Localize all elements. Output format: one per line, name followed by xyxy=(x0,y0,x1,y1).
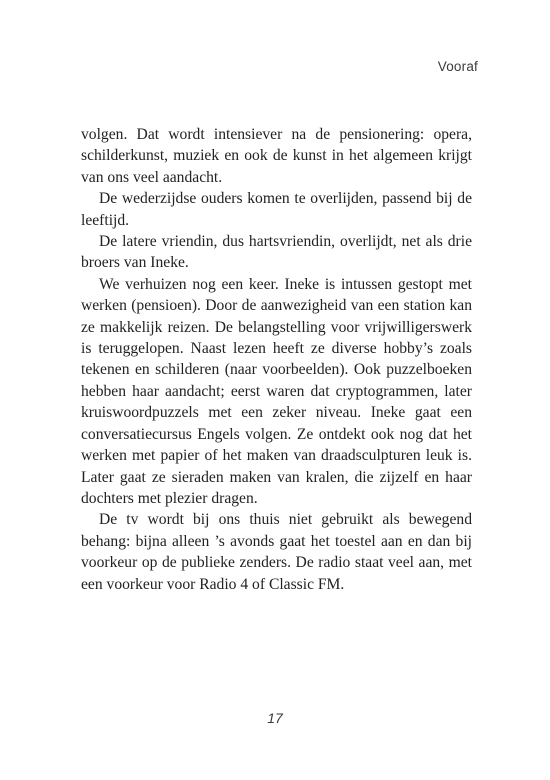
paragraph-3: De latere vriendin, dus hartsvriendin, overlijdt, net als drie broers van Ineke. xyxy=(81,233,472,272)
paragraph-2: De wederzijdse ouders komen te overlijden, passend bij de leeftijd. xyxy=(81,190,472,229)
paragraph-4: We verhuizen nog een keer. Ineke is intussen gestopt met werken (pensioen). Door de aanwezigheid van een station kan ze makkelijk reizen. De belangstelling voor vrijwilligerswerk is teruggelopen. Naast lezen heeft ze diverse hobby’s zoals tekenen en schilderen (naar voorbeelden). Ook puzzelboeken hebben haar aandacht; eerst waren dat cryptogrammen, later kruiswoordpuzzels met een zeker niveau. Ineke gaat een conversatiecursus Engels volgen. Ze ontdekt ook nog dat het werken met papier of het maken van draadsculpturen leuk is. Later gaat ze sieraden maken van kralen, die zijzelf en haar dochters met plezier dragen. xyxy=(81,275,472,507)
running-header: Vooraf xyxy=(437,59,478,74)
page-number: 17 xyxy=(267,710,283,726)
paragraph-1: volgen. Dat wordt intensiever na de pensionering: opera, schilderkunst, muziek en ook de kunst in het algemeen krijgt van ons veel aandacht. xyxy=(81,126,472,186)
paragraph-5: De tv wordt bij ons thuis niet gebruikt als bewegend behang: bijna alleen ’s avonds gaat het toestel aan en dan bij voorkeur op de publieke zenders. De radio staat veel aan, met een voorkeur voor Radio 4 of Classic FM. xyxy=(81,511,472,593)
body-text xyxy=(81,124,472,595)
